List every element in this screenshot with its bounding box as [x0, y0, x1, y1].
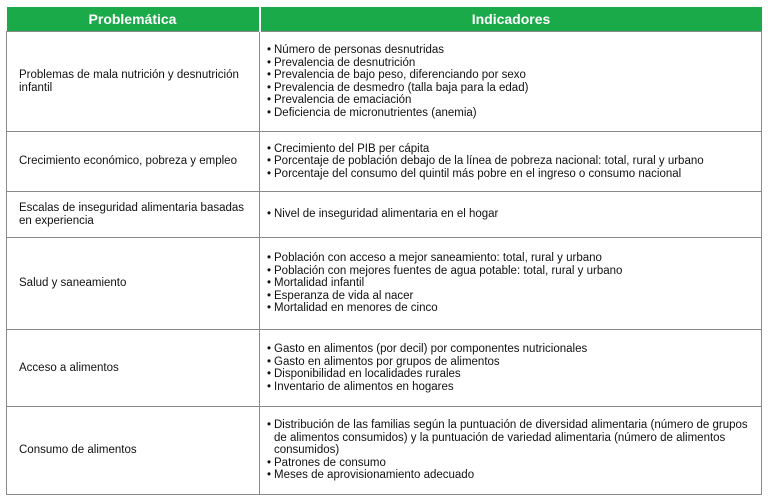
indicator-item: • Mortalidad infantil: [267, 277, 753, 290]
indicator-item: • Prevalencia de desnutrición: [267, 57, 753, 70]
indicators-cell: [260, 407, 762, 495]
indicator-item: • Patrones de consumo: [267, 457, 753, 470]
indicator-list: [267, 343, 753, 393]
indicator-item: • Porcentaje del consumo del quintil más pobre en el ingreso o consumo nacional: [267, 168, 753, 181]
header-indicadores: Indicadores: [260, 7, 762, 32]
indicators-cell: [260, 238, 762, 330]
indicator-item: • Población con acceso a mejor saneamiento: total, rural y urbano: [267, 252, 753, 265]
indicator-item: • Nivel de inseguridad alimentaria en el hogar: [267, 208, 753, 221]
indicator-item: • Meses de aprovisionamiento adecuado: [267, 469, 753, 482]
indicator-item: • Gasto en alimentos (por decil) por componentes nutricionales: [267, 343, 753, 356]
indicator-list: [267, 44, 753, 119]
indicator-item: • Prevalencia de emaciación: [267, 94, 753, 107]
table-row: [7, 330, 762, 407]
indicator-list: [267, 252, 753, 315]
table-row: [7, 132, 762, 192]
header-problematica: Problemática: [7, 7, 260, 32]
indicator-item: • Disponibilidad en localidades rurales: [267, 368, 753, 381]
indicator-item: • Mortalidad en menores de cinco: [267, 302, 753, 315]
indicators-cell: [260, 32, 762, 132]
table-row: [7, 192, 762, 238]
indicators-table: [6, 7, 762, 495]
indicator-item: • Población con mejores fuentes de agua potable: total, rural y urbano: [267, 265, 753, 278]
problem-cell: Salud y saneamiento: [7, 238, 260, 330]
indicator-item: • Deficiencia de micronutrientes (anemia): [267, 107, 753, 120]
indicators-cell: [260, 132, 762, 192]
problem-cell: Acceso a alimentos: [7, 330, 260, 407]
indicator-list: [267, 208, 753, 221]
indicators-cell: [260, 330, 762, 407]
problem-cell: Problemas de mala nutrición y desnutrición infantil: [7, 32, 260, 132]
indicator-item: • Inventario de alimentos en hogares: [267, 381, 753, 394]
indicator-item: • Prevalencia de bajo peso, diferenciando por sexo: [267, 69, 753, 82]
indicators-cell: [260, 192, 762, 238]
indicator-item: • Número de personas desnutridas: [267, 44, 753, 57]
table-row: [7, 407, 762, 495]
problem-cell: Crecimiento económico, pobreza y empleo: [7, 132, 260, 192]
table-row: [7, 32, 762, 132]
indicator-item: • Porcentaje de población debajo de la línea de pobreza nacional: total, rural y urbano: [267, 155, 753, 168]
indicator-item: • Esperanza de vida al nacer: [267, 290, 753, 303]
problem-cell: Escalas de inseguridad alimentaria basadas en experiencia: [7, 192, 260, 238]
indicator-item: • Crecimiento del PIB per cápita: [267, 143, 753, 156]
problem-cell: Consumo de alimentos: [7, 407, 260, 495]
indicator-list: [267, 143, 753, 181]
header-row: [7, 7, 762, 32]
indicator-item: • Distribución de las familias según la puntuación de diversidad alimentaria (número de grupos de alimentos consumidos) y la puntuación de variedad alimentaria (número de alimentos consumidos): [267, 419, 753, 457]
indicator-item: • Prevalencia de desmedro (talla baja para la edad): [267, 82, 753, 95]
table-row: [7, 238, 762, 330]
indicator-item: • Gasto en alimentos por grupos de alimentos: [267, 356, 753, 369]
indicator-list: [267, 419, 753, 482]
